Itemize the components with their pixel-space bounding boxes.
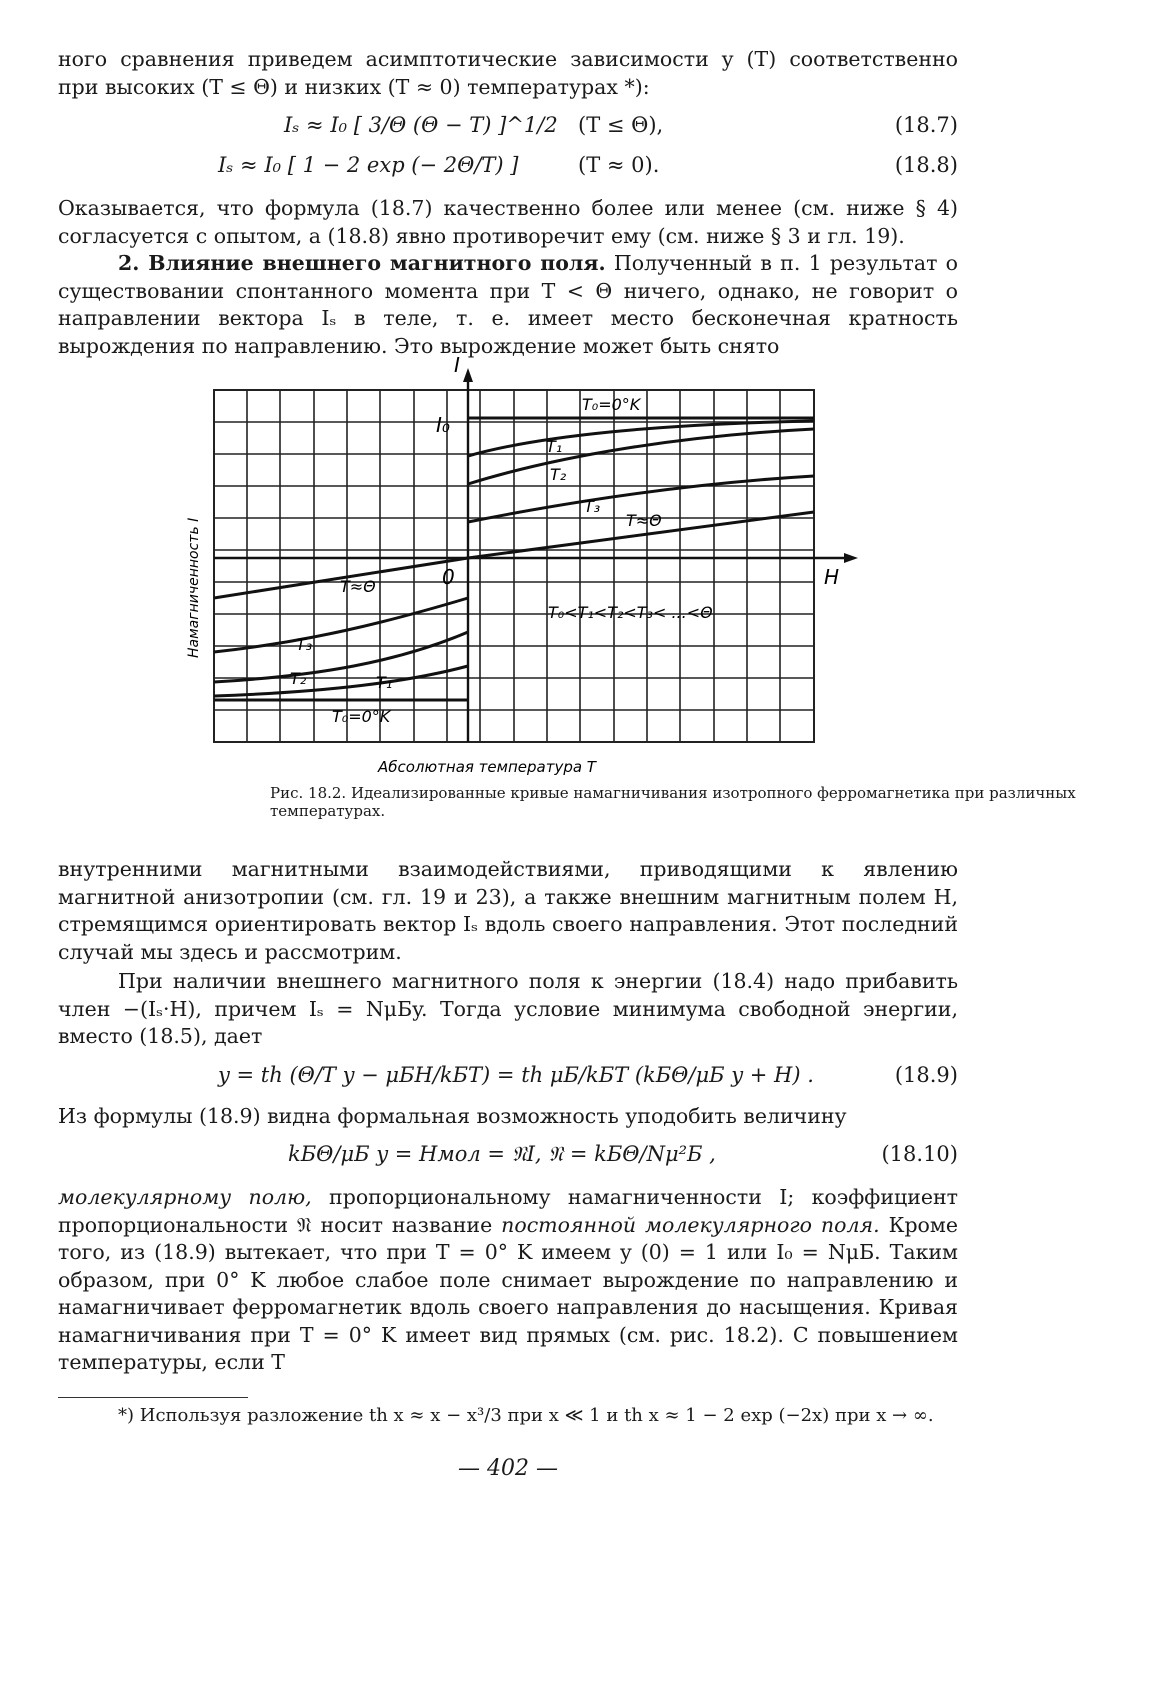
bottom-axis-title: Абсолютная температура T <box>378 758 596 776</box>
equation-18-9-text: y = th (Θ/T y − μБH/kБT) = th μБ/kБT (kБΘ/μБ y + H) . <box>218 1062 814 1087</box>
label-T3-lower: T₃ <box>296 635 313 654</box>
equation-18-10-text: kБΘ/μБ y = Hмол = 𝔑I, 𝔑 = kБΘ/Nμ²Б , <box>288 1142 716 1166</box>
paragraph-7 <box>58 1184 958 1377</box>
term-molecular-field-constant: постоянной молекулярного поля. <box>501 1212 880 1237</box>
equation-18-8-cond: (T ≈ 0). <box>578 153 660 177</box>
equation-18-9 <box>58 1051 958 1103</box>
equation-18-8 <box>58 147 958 187</box>
curves-upper <box>468 418 814 558</box>
curve-T2-upper <box>468 429 814 484</box>
footnote-divider <box>58 1397 248 1398</box>
caption-text: Идеализированные кривые намагничивания изотропного ферромагнетика при различных температурах. <box>270 784 1076 820</box>
paragraph-4: внутренними магнитными взаимодействиями, приводящими к явлению магнитной анизотропии (см. гл. 19 и 23), а также внешним магнитным полем H, стремящимся ориентировать вектор Iₛ вдоль своего направления. Этот последний случай мы здесь и рассмотрим. <box>58 857 958 964</box>
temperature-order-label: T₀<T₁<T₂<T₃< ...<Θ <box>548 603 713 622</box>
curve-T3-lower <box>214 598 468 652</box>
paragraph-3 <box>58 250 958 360</box>
label-T2-lower: T₂ <box>290 669 307 688</box>
equation-18-9-number: (18.9) <box>894 1062 958 1087</box>
equation-18-7-number: (18.7) <box>894 113 958 137</box>
paragraph-3-text: Полученный в п. 1 результат о существовании спонтанного момента при T < Θ ничего, однако, не говорит о направлении вектора Iₛ в теле, т. е. имеет место бесконечная кратность вырождения по направлению. Это вырождение может быть снято <box>58 251 958 358</box>
equation-18-10-number: (18.10) <box>881 1142 958 1166</box>
paragraph-2: Оказывается, что формула (18.7) качественно более или менее (см. ниже § 4) согласуется с опытом, а (18.8) явно противоречит ему (см. ниже § 3 и гл. 19). <box>58 196 958 248</box>
paragraph-7-text-b: Кроме того, из (18.9) вытекает, что при T = 0° K имеем y (0) = 1 или I₀ = NμБ. Таким образом, при 0° K любое слабое поле снимает вырождение по направлению и намагничивает ферромагнетик вдоль своего направления до насыщения. Кривая намагничивания при T = 0° K имеет вид прямых (см. рис. 18.2). С повышением температуры, если T <box>58 1212 958 1374</box>
x-axis-arrow <box>844 553 858 563</box>
label-T2-upper: T₂ <box>550 465 567 484</box>
label-T0-lower: T₀=0°K <box>332 707 391 726</box>
origin-label: 0 <box>442 565 455 589</box>
footnote: *) Используя разложение th x ≈ x − x³/3 при x ≪ 1 и th x ≈ 1 − 2 exp (−2x) при x → ∞. <box>118 1404 934 1426</box>
label-T3-upper: T₃ <box>584 497 601 516</box>
curve-T1-upper <box>468 421 814 456</box>
label-T1-upper: T₁ <box>546 437 563 456</box>
page-content <box>58 46 1076 1481</box>
equation-18-10 <box>58 1130 958 1184</box>
label-T0-upper: T₀=0°K <box>582 395 641 414</box>
page-number: — 402 — <box>458 1455 558 1481</box>
figure-18-2 <box>58 353 1076 856</box>
curve-T1-lower <box>214 666 468 696</box>
equation-18-7-cond: (T ≤ Θ), <box>578 113 664 137</box>
magnetization-curves-plot <box>58 353 958 856</box>
y-axis-label: I <box>454 353 460 377</box>
equation-18-7-text: Iₛ ≈ I₀ [ 3/Θ (Θ − T) ]^1/2 <box>284 113 558 137</box>
equation-18-7 <box>58 107 958 147</box>
figure-caption <box>58 784 1170 820</box>
left-axis-title: Намагниченность I <box>186 517 202 658</box>
x-axis-label: H <box>824 565 840 589</box>
paragraph-6: Из формулы (18.9) видна формальная возможность уподобить величину <box>58 1103 847 1128</box>
paragraph-5: При наличии внешнего магнитного поля к энергии (18.4) надо прибавить член −(Iₛ·H), причем Iₛ = NμБy. Тогда условие минимума свободной энергии, вместо (18.5), дает <box>58 969 958 1048</box>
paragraph-1: ного сравнения приведем асимптотические зависимости y (T) соответственно при высоких (T ≤ Θ) и низких (T ≈ 0) температурах *): <box>58 47 958 99</box>
paragraph-7-text-a: пропорциональному намагниченности I; коэффициент пропорциональности 𝔑 носит название <box>58 1185 958 1237</box>
caption-label: Рис. 18.2. <box>270 784 347 802</box>
y-axis-arrow <box>463 368 473 382</box>
label-Ttheta-lower: T≈Θ <box>340 577 376 596</box>
i0-label: I₀ <box>436 413 450 437</box>
label-Ttheta-upper: T≈Θ <box>626 511 662 530</box>
label-T1-lower: T₁ <box>376 673 393 692</box>
section-heading: 2. Влияние внешнего магнитного поля. <box>118 251 606 275</box>
term-molecular-field: молекулярному полю, <box>58 1185 312 1209</box>
equation-18-8-number: (18.8) <box>894 153 958 177</box>
equation-18-8-text: Iₛ ≈ I₀ [ 1 − 2 exp (− 2Θ/T) ] <box>218 153 519 177</box>
